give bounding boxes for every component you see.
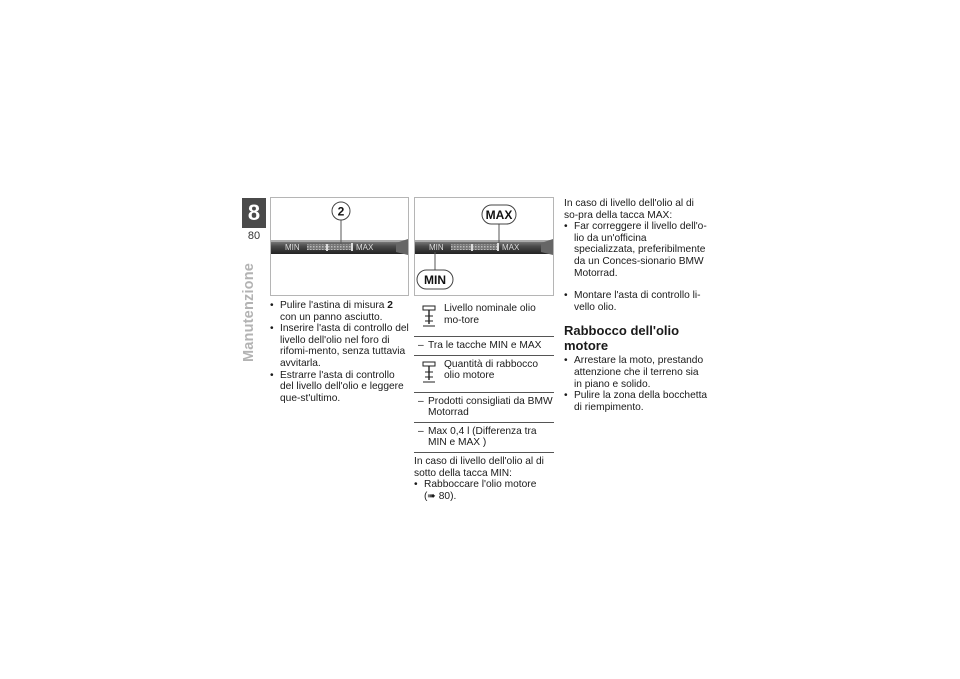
instruction-list	[564, 355, 709, 413]
spec-title: Livello nominale olio mo-tore	[444, 303, 536, 326]
paragraph: In caso di livello dell'olio al di sotto della tacca MIN:	[414, 455, 544, 479]
instruction-list	[414, 479, 554, 502]
spec-line: – Tra le tacche MIN e MAX	[414, 340, 554, 352]
list-item: • Pulire l'astina di misura 2 con un panno asciutto.	[270, 300, 410, 323]
spec-line: – Prodotti consigliati da BMW Motorrad	[414, 396, 554, 419]
list-item: • Inserire l'asta di controllo del livello dell'olio nel foro di rifomi-mento, senza tuttavia avvitarla.	[270, 323, 410, 369]
list-item: • Arrestare la moto, prestando attenzione che il terreno sia in piano e solido.	[564, 355, 709, 390]
list-item: • Montare l'asta di controllo li-vello olio.	[564, 290, 709, 313]
spec-title: Quantità di rabbocco olio motore	[444, 358, 539, 382]
column-1	[270, 300, 410, 404]
scale-min-label: MIN	[285, 243, 300, 252]
spec-header	[414, 303, 554, 333]
paragraph: In caso di livello dell'olio al di so-pra della tacca MAX:	[564, 198, 694, 221]
page-reference: (➠ 80).	[424, 490, 457, 502]
scale-min-label: MIN	[429, 243, 444, 252]
oil-dipstick-icon	[422, 361, 436, 383]
page-number: 80	[247, 230, 261, 242]
instruction-list	[564, 221, 709, 313]
callout-2: 2	[337, 204, 345, 219]
dipstick-illustration-2	[415, 198, 553, 295]
scale-max-label: MAX	[356, 243, 374, 252]
spec-header	[414, 359, 554, 389]
spec-oil-refill	[414, 359, 554, 393]
list-item: • Rabboccare l'olio motore (➠ 80).	[414, 479, 554, 502]
column-3	[564, 198, 709, 413]
list-item: • Estrarre l'asta di controllo del livello dell'olio e leggere que-st'ultimo.	[270, 370, 410, 405]
dipstick-illustration-1	[271, 198, 408, 295]
spec-oil-refill-products	[414, 396, 554, 423]
dipstick-figure-1	[270, 197, 409, 296]
column-2	[414, 303, 554, 502]
oil-dipstick-icon	[422, 305, 436, 327]
section-heading: Rabbocco dell'olio motore	[564, 323, 680, 354]
chapter-number: 8	[242, 198, 266, 228]
spec-oil-refill-amount	[414, 426, 554, 453]
reference-number: 2	[387, 300, 393, 311]
callout-min: MIN	[424, 273, 446, 287]
spec-oil-level	[414, 303, 554, 337]
chapter-side-label: Manutenzione	[241, 262, 257, 362]
list-item: • Pulire la zona della bocchetta di riempimento.	[564, 390, 709, 413]
chapter-tab	[242, 198, 266, 242]
spec-oil-level-value	[414, 340, 554, 356]
instruction-list	[270, 300, 410, 404]
spec-line: – Max 0,4 l (Differenza tra MIN e MAX )	[414, 426, 554, 449]
callout-max: MAX	[485, 208, 513, 222]
list-item: • Far correggere il livello dell'o-lio da un'officina specializzata, preferibilmente da un Conces-sionario BMW Motorrad.	[564, 221, 709, 279]
dipstick-figure-2	[414, 197, 554, 296]
scale-max-label: MAX	[502, 243, 520, 252]
